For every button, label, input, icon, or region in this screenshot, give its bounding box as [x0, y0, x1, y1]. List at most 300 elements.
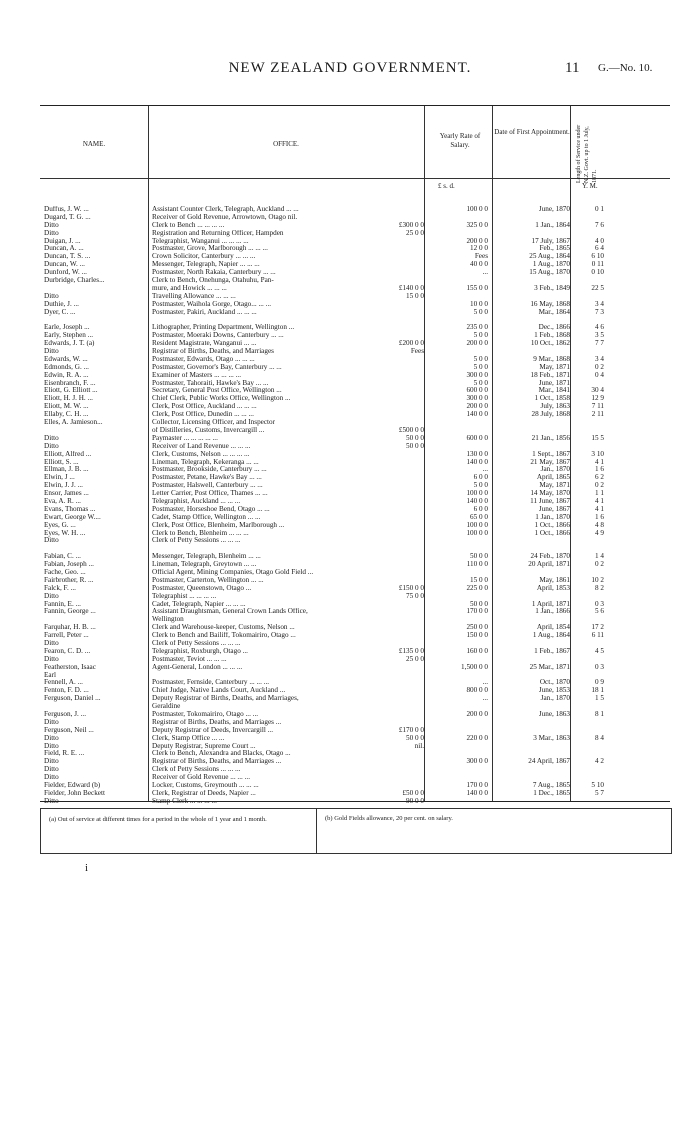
row-date: May, 1871 [539, 481, 570, 490]
row-amount: £135 0 0 [398, 646, 424, 655]
table-row [40, 238, 670, 246]
row-name: Ditto [44, 655, 59, 663]
row-salary: 300 0 0 [466, 370, 488, 379]
row-name: Edwards, J. T. (a) [44, 340, 95, 348]
row-office: Clerk to Bench, Alexandra and Blacks, Otago ... [152, 750, 291, 758]
row-service: 10 2 [591, 575, 604, 584]
col-date-header: Date of First Appointment. [494, 128, 570, 136]
row-service: 3 4 [595, 299, 604, 308]
row-name: Eliott, H. J. H. ... [44, 395, 93, 403]
row-salary: 10 0 0 [470, 299, 488, 308]
row-name: Ditto [44, 292, 59, 300]
row-office: Postmaster, Tokomairiro, Otago ... ... [152, 711, 259, 718]
row-office: Lithographer, Printing Department, Wellington ... [152, 324, 295, 332]
row-service: 6 4 [595, 244, 604, 253]
row-name: Falck, F. ... [44, 584, 76, 592]
row-salary: 140 0 0 [466, 496, 488, 505]
row-date: May, 1861 [539, 575, 570, 584]
row-office: Deputy Registrar of Deeds, Invercargill ... [152, 726, 274, 734]
row-service: 8 4 [595, 733, 604, 742]
row-office: Registrar of Births, Deaths, and Marriages ... [152, 718, 282, 726]
row-office: Locker, Customs, Greymouth ... ... ... [152, 782, 259, 790]
row-service: 7 3 [595, 307, 604, 316]
row-service: 8 2 [595, 583, 604, 592]
row-service: 0 2 [595, 560, 604, 569]
row-office: Receiver of Gold Revenue, Arrowtown, Otago nil. [152, 213, 298, 221]
table-row [40, 435, 670, 443]
table-row [40, 387, 670, 395]
page-title: NEW ZEALAND GOVERNMENT. [228, 60, 472, 76]
row-date: 21 May, 1867 [530, 457, 570, 466]
row-amount: 25 0 0 [406, 654, 424, 663]
table-row [40, 585, 670, 593]
row-name: Ellman, J. B. ... [44, 466, 89, 474]
row-office: Lineman, Telegraph, Greytown ... ... [152, 561, 257, 569]
row-name: Ewart, George W.... [44, 513, 101, 521]
table-row [40, 206, 670, 214]
table-row [40, 301, 670, 309]
table-row [40, 530, 670, 538]
row-date: 1 Feb., 1867 [534, 646, 570, 655]
row-office: Postmaster, Brookside, Canterbury ... ... [152, 466, 267, 474]
row-service: 4 2 [595, 757, 604, 766]
row-office: Stamp Clerk ... ... ... ... [152, 797, 217, 805]
footnote-b: (b) Gold Fields allowance, 20 per cent. on salary. [325, 815, 453, 822]
table-row [40, 293, 670, 301]
row-office: Clerk of Petty Sessions ... ... ... [152, 639, 241, 647]
table-row [40, 798, 670, 806]
row-service: 7 11 [591, 402, 604, 411]
row-office: of Distilleries, Customs, Invercargill ... [152, 426, 265, 434]
row-service: 0 3 [595, 599, 604, 608]
table-row [40, 601, 670, 609]
row-name: Ditto [44, 434, 59, 442]
row-salary: 6 0 0 [473, 473, 488, 482]
row-salary: 140 0 0 [466, 410, 488, 419]
row-name: Ditto [44, 592, 59, 600]
row-office: Assistant Counter Clerk, Telegraph, Auckland ... ... [152, 206, 299, 213]
row-name: Ferguson, Daniel ... [44, 695, 101, 703]
row-salary: 300 0 0 [466, 757, 488, 766]
row-date: 1 Oct., 1866 [534, 520, 570, 529]
row-service: 1 4 [595, 552, 604, 561]
row-salary: 5 0 0 [473, 378, 488, 387]
service-units: Y. M. [582, 182, 598, 190]
row-service: 4 5 [595, 646, 604, 655]
row-date: 1 Oct., 1858 [534, 394, 570, 403]
row-date: June, 1867 [538, 504, 570, 513]
row-office: Agent-General, London ... ... ... [152, 663, 243, 671]
table-row [40, 348, 670, 356]
row-name: Fearon, C. D. ... [44, 647, 91, 655]
table-row [40, 490, 670, 498]
table-row [40, 506, 670, 514]
row-office: Wellington [152, 616, 184, 624]
row-service: 0 3 [595, 662, 604, 671]
row-name: Ditto [44, 221, 59, 229]
row-date: Jan., 1870 [540, 465, 570, 474]
row-office: Clerk, Post Office, Auckland ... ... ... [152, 403, 257, 411]
row-date: July, 1863 [540, 402, 570, 411]
row-service: 2 11 [591, 410, 604, 419]
row-office: Clerk, Stamp Office ... ... [152, 734, 225, 742]
row-office: Lineman, Telegraph, Kekeranga ... ... [152, 458, 259, 466]
row-date: Mar., 1841 [538, 386, 570, 395]
row-date: 25 Aug., 1864 [529, 252, 570, 261]
row-date: 1 Jan., 1864 [535, 220, 570, 229]
row-salary: 140 0 0 [466, 457, 488, 466]
row-service: 0 9 [595, 678, 604, 687]
row-date: 11 June, 1867 [530, 496, 570, 505]
row-amount: £300 0 0 [398, 220, 424, 229]
row-date: 3 Mar., 1863 [533, 733, 570, 742]
table-row [40, 316, 670, 324]
row-office: Postmaster, Pakiri, Auckland ... ... ... [152, 308, 257, 316]
row-amount: £170 0 0 [398, 725, 424, 734]
row-office: Clerk of Petty Sessions ... ... ... [152, 537, 241, 545]
row-date: 1 Dec., 1865 [533, 788, 570, 797]
row-name: Evans, Thomas ... [44, 505, 96, 513]
row-salary: 100 0 0 [466, 205, 488, 213]
row-name: Ferguson, Neil ... [44, 726, 94, 734]
row-service: 0 2 [595, 362, 604, 371]
table-row [40, 285, 670, 293]
row-office: Cadet, Telegraph, Napier ... ... ... [152, 600, 246, 608]
row-amount: 90 0 0 [406, 796, 424, 805]
table-row [40, 459, 670, 467]
row-office: Telegraphist, Wanganui ... ... ... ... [152, 237, 249, 245]
row-salary: 235 0 0 [466, 323, 488, 332]
row-date: April, 1854 [536, 623, 570, 632]
row-office: Postmaster, Teviot ... ... ... [152, 655, 227, 663]
row-office: Receiver of Gold Revenue ... ... ... [152, 774, 250, 782]
table-row [40, 656, 670, 664]
table-row [40, 577, 670, 585]
row-office: Letter Carrier, Post Office, Thames ... ... [152, 490, 268, 498]
row-name: Early, Stephen ... [44, 332, 94, 340]
table-row [40, 553, 670, 561]
row-date: 9 Mar., 1868 [533, 354, 570, 363]
row-service: 4 1 [595, 457, 604, 466]
row-salary: 600 0 0 [466, 386, 488, 395]
row-name: Eva, A. R. ... [44, 497, 81, 505]
row-service: 22 5 [591, 283, 604, 292]
table-row [40, 569, 670, 577]
row-salary: 325 0 0 [466, 220, 488, 229]
staff-table [40, 105, 670, 805]
table-row [40, 498, 670, 506]
row-service: 1 6 [595, 465, 604, 474]
row-salary: 170 0 0 [466, 607, 488, 616]
row-name: Ditto [44, 734, 59, 742]
row-date: 1 Sept., 1867 [532, 449, 570, 458]
row-name: Elwin, J. J. ... [44, 482, 83, 490]
row-service: 6 2 [595, 473, 604, 482]
row-name: Ditto [44, 766, 59, 774]
table-row [40, 261, 670, 269]
row-salary: ... [482, 678, 488, 687]
table-row [40, 735, 670, 743]
row-salary: 5 0 0 [473, 307, 488, 316]
row-office: Telegraphist, Roxburgh, Otago ... [152, 647, 248, 655]
row-date: 3 Feb., 1849 [534, 283, 570, 292]
table-row [40, 727, 670, 735]
table-row [40, 364, 670, 372]
table-row [40, 214, 670, 222]
col-name-header: NAME. [82, 140, 106, 148]
row-date: 1 Jan., 1870 [535, 512, 570, 521]
table-row [40, 719, 670, 727]
row-salary: 160 0 0 [466, 646, 488, 655]
table-row [40, 774, 670, 782]
table-row [40, 758, 670, 766]
row-office: Postmaster, Carterton, Wellington ... ... [152, 576, 264, 584]
row-office: Registrar of Births, Deaths, and Marriages [152, 348, 274, 356]
table-row [40, 222, 670, 230]
row-office: Clerk of Petty Sessions ... ... ... [152, 766, 241, 774]
row-office: Postmaster, Edwards, Otago ... ... ... [152, 355, 255, 363]
row-salary: 300 0 0 [466, 394, 488, 403]
row-service: 1 5 [595, 694, 604, 703]
row-office: Chief Judge, Native Lands Court, Auckland ... [152, 687, 286, 695]
row-salary: 140 0 0 [466, 788, 488, 797]
table-row [40, 545, 670, 553]
col-salary-header: Yearly Rate of Salary. [439, 132, 481, 149]
row-service: 4 8 [595, 520, 604, 529]
table-row [40, 703, 670, 711]
table-row [40, 324, 670, 332]
row-date: May, 1871 [539, 362, 570, 371]
row-amount: £150 0 0 [398, 583, 424, 592]
table-row [40, 253, 670, 261]
row-office: Postmaster, Grove, Marlborough ... ... ... [152, 245, 268, 253]
table-row [40, 466, 670, 474]
row-name: Earl [44, 671, 56, 679]
row-office: Clerk, Registrar of Deeds, Napier ... [152, 789, 256, 797]
page-mark: i [85, 862, 89, 874]
row-name: Farquhar, H. B. ... [44, 624, 96, 632]
row-name: Eyes, W. H. ... [44, 529, 86, 537]
row-name: Eliott, G. Elliott ... [44, 387, 98, 395]
row-salary: ... [482, 465, 488, 474]
row-salary: 225 0 0 [466, 583, 488, 592]
row-name: Ditto [44, 758, 59, 766]
row-date: 1 Aug., 1870 [532, 260, 570, 269]
row-name: Fache, Geo. ... [44, 568, 86, 576]
row-amount: £500 0 0 [398, 425, 424, 434]
row-name: Ditto [44, 774, 59, 782]
row-office: Examiner of Masters ... ... ... ... [152, 371, 242, 379]
row-name: Featherston, Isaac [44, 663, 96, 671]
row-date: June, 1863 [538, 710, 570, 718]
row-salary: 12 0 0 [470, 244, 488, 253]
row-service: 4 9 [595, 528, 604, 537]
row-salary: ... [482, 268, 488, 277]
row-name: Fabian, Joseph ... [44, 561, 94, 569]
table-row [40, 672, 670, 680]
row-salary: 5 0 0 [473, 354, 488, 363]
table-row [40, 782, 670, 790]
row-name: Ditto [44, 348, 59, 356]
row-office: Cadet, Stamp Office, Wellington ... ... [152, 513, 261, 521]
row-name: Eisenbranch, F. ... [44, 379, 96, 387]
row-office: Clerk, Customs, Nelson ... ... ... ... [152, 450, 250, 458]
table-row [40, 593, 670, 601]
row-office: Registrar of Births, Deaths, and Marriages ... [152, 758, 282, 766]
table-row [40, 790, 670, 798]
row-date: June, 1871 [538, 378, 570, 387]
row-date: April, 1865 [536, 473, 570, 482]
row-date: Dec., 1866 [538, 323, 570, 332]
row-office: Postmaster, Waihola Gorge, Otago... ... ... [152, 300, 272, 308]
row-office: Clerk to Bench ... ... ... ... [152, 221, 225, 229]
row-date: 16 May, 1868 [530, 299, 570, 308]
row-service: 0 1 [595, 205, 604, 213]
row-service: 6 11 [591, 631, 604, 640]
row-date: 20 April, 1871 [528, 560, 570, 569]
row-name: Elliott, S. ... [44, 458, 79, 466]
row-office: Postmaster, Fernside, Canterbury ... ... ... [152, 679, 270, 687]
row-name: Fannin, E. ... [44, 600, 81, 608]
row-office: Resident Magistrate, Wanganui ... ... [152, 340, 257, 348]
row-service: 1 6 [595, 512, 604, 521]
row-name: Duncan, A. ... [44, 245, 84, 253]
table-row [40, 743, 670, 751]
row-salary: 200 0 0 [466, 236, 488, 245]
row-service: 1 1 [595, 489, 604, 498]
row-salary: 130 0 0 [466, 449, 488, 458]
row-name: Fenton, F. D. ... [44, 687, 89, 695]
row-date: Oct., 1870 [539, 678, 570, 687]
row-name: Eliott, M. W. ... [44, 403, 89, 411]
table-row [40, 419, 670, 427]
row-salary: 155 0 0 [466, 283, 488, 292]
row-office: mure, and Howick ... ... ... [152, 284, 227, 292]
table-row [40, 380, 670, 388]
row-service: 0 11 [591, 260, 604, 269]
col-office-header: OFFICE. [273, 140, 299, 148]
row-office: Registration and Returning Officer, Hampden [152, 229, 284, 237]
row-name: Ditto [44, 442, 59, 450]
row-office: Telegraphist, Auckland ... ... ... [152, 497, 241, 505]
row-office: Messenger, Telegraph, Napier ... ... ... [152, 261, 260, 269]
row-date: 10 Oct., 1862 [530, 339, 570, 348]
row-name: Ditto [44, 537, 59, 545]
row-name: Edmonds, G. ... [44, 363, 89, 371]
row-name: Duncan, W. ... [44, 261, 85, 269]
table-row [40, 395, 670, 403]
row-amount: 75 0 0 [406, 591, 424, 600]
row-date: 1 Feb., 1868 [534, 331, 570, 340]
row-name: Ditto [44, 797, 59, 805]
row-amount: 50 0 0 [406, 733, 424, 742]
row-service: 3 4 [595, 354, 604, 363]
row-service: 12 9 [591, 394, 604, 403]
table-row [40, 561, 670, 569]
row-office: Postmaster, Moeraki Downs, Canterbury ... ... [152, 332, 284, 340]
row-date: 1 Aug., 1864 [532, 631, 570, 640]
row-name: Ditto [44, 229, 59, 237]
row-salary: 200 0 0 [466, 710, 488, 718]
table-row [40, 648, 670, 656]
row-name: Fannin, George ... [44, 608, 96, 616]
row-name: Earle, Joseph ... [44, 324, 90, 332]
row-office: Clerk, Post Office, Dunedin ... ... ... [152, 411, 254, 419]
table-row [40, 372, 670, 380]
row-amount: 50 0 0 [406, 441, 424, 450]
table-row [40, 245, 670, 253]
table-row [40, 411, 670, 419]
row-office: Clerk, Post Office, Blenheim, Marlborough ... [152, 521, 285, 529]
row-service: 7 7 [595, 339, 604, 348]
row-date: June, 1853 [538, 686, 570, 695]
col-service-header: Length of Service under N.Z. Govt. up to 1 July, 1871. [576, 124, 598, 183]
table-row [40, 277, 670, 285]
row-service: 15 5 [591, 433, 604, 442]
row-date: 1 Jan., 1866 [535, 607, 570, 616]
table-row [40, 332, 670, 340]
table-body [40, 206, 670, 806]
row-salary: 40 0 0 [470, 260, 488, 269]
table-row [40, 309, 670, 317]
row-salary: 200 0 0 [466, 339, 488, 348]
page-number: 11 [565, 60, 580, 76]
table-row [40, 766, 670, 774]
row-name: Durbridge, Charles... [44, 277, 105, 285]
row-service: 7 6 [595, 220, 604, 229]
row-service: 3 10 [591, 449, 604, 458]
salary-units: £ s. d. [438, 182, 455, 190]
row-service: 5 6 [595, 607, 604, 616]
row-salary: 110 0 0 [466, 560, 488, 569]
row-office: Secretary, General Post Office, Wellington ... [152, 387, 282, 395]
row-name: Duffus, J. W. ... [44, 206, 89, 213]
row-name: Edwin, R. A. ... [44, 371, 89, 379]
row-service: 5 7 [595, 788, 604, 797]
row-name: Fairbrother, R. ... [44, 576, 94, 584]
footnotes [40, 808, 672, 854]
row-service: 4 1 [595, 504, 604, 513]
row-office: Postmaster, Governor's Bay, Canterbury ... ... [152, 363, 282, 371]
row-office: Crown Solicitor, Canterbury ... ... ... [152, 253, 256, 261]
table-row [40, 356, 670, 364]
row-service: 3 5 [595, 331, 604, 340]
table-row [40, 640, 670, 648]
row-salary: 200 0 0 [466, 402, 488, 411]
row-service: 4 1 [595, 496, 604, 505]
row-name: Ditto [44, 718, 59, 726]
row-salary: 220 0 0 [466, 733, 488, 742]
table-row [40, 514, 670, 522]
table-row [40, 750, 670, 758]
table-row [40, 608, 670, 616]
row-service: 0 4 [595, 370, 604, 379]
row-service: 4 0 [595, 236, 604, 245]
row-salary: 5 0 0 [473, 331, 488, 340]
row-service: 8 1 [595, 710, 604, 718]
row-salary: ... [482, 694, 488, 703]
row-date: 28 July, 1868 [531, 410, 570, 419]
row-name: Elles, A. Jamieson... [44, 419, 103, 427]
row-name: Dyer, C. ... [44, 308, 76, 316]
row-name: Duigan, J. ... [44, 237, 81, 245]
row-salary: 100 0 0 [466, 520, 488, 529]
row-salary: 5 0 0 [473, 362, 488, 371]
row-name: Dunford, W. ... [44, 269, 87, 277]
row-salary: 50 0 0 [470, 599, 488, 608]
row-office: Postmaster, North Rakaia, Canterbury ... ... [152, 269, 276, 277]
row-office: Clerk to Bench, Blenheim ... ... ... [152, 529, 249, 537]
